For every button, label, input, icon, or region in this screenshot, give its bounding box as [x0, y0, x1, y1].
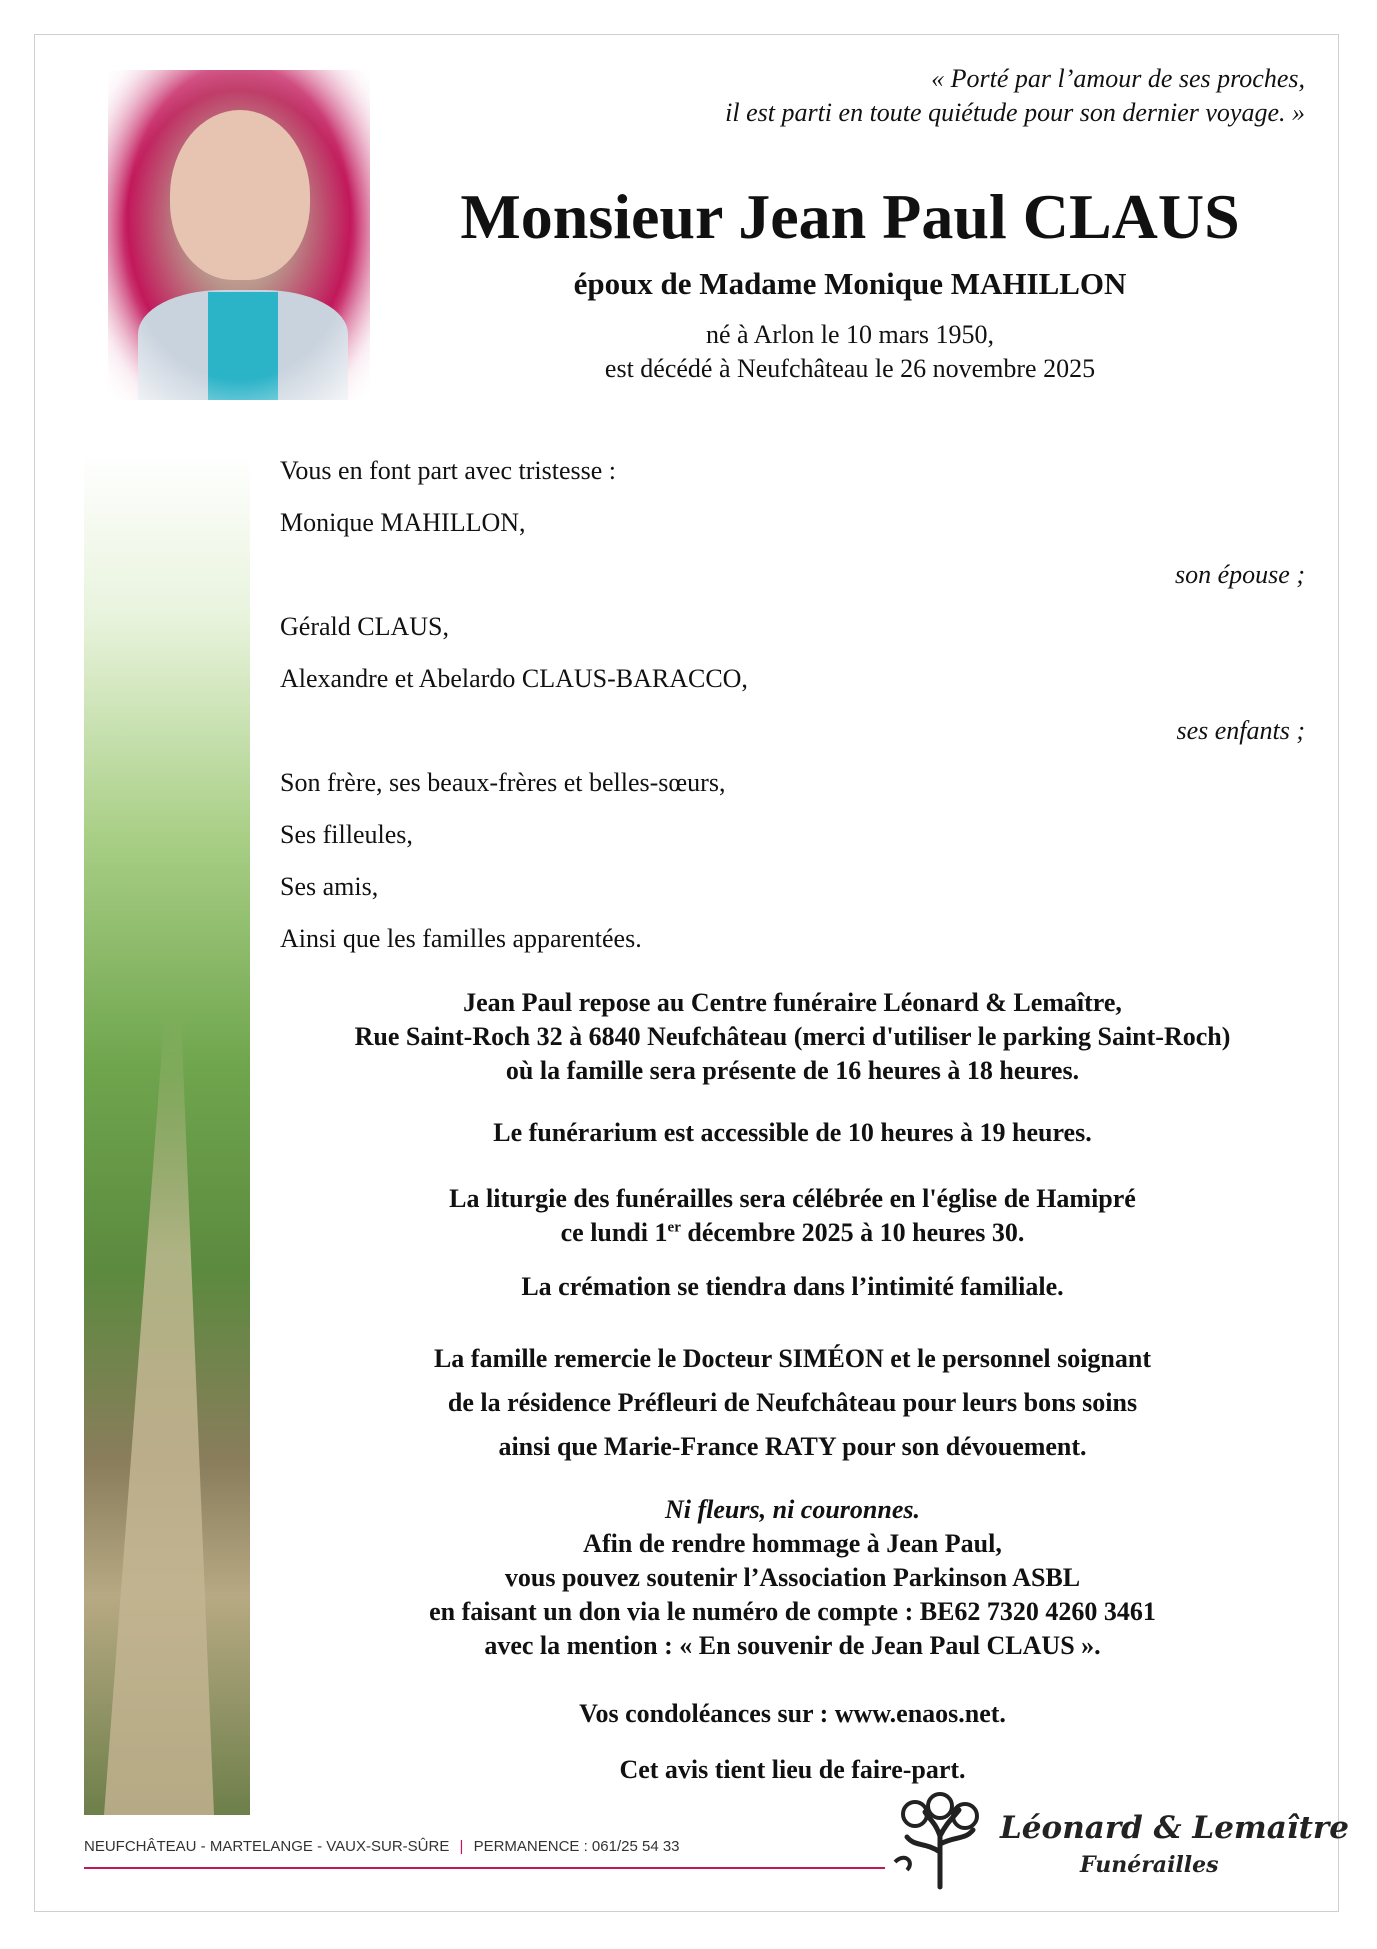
thanks-line-3: ainsi que Marie-France RATY pour son dévouement. — [498, 1432, 1087, 1461]
footer-contact — [84, 1838, 680, 1855]
portrait-photo — [108, 70, 370, 400]
liturgy-block — [280, 1182, 1305, 1250]
family-child-1: Gérald CLAUS, — [280, 612, 449, 641]
family-other-2: Ses filleules, — [280, 820, 413, 849]
brand-subtitle: Funérailles — [1080, 1852, 1219, 1878]
family-other-4: Ainsi que les familles apparentées. — [280, 924, 642, 953]
spouse-line: époux de Madame Monique MAHILLON — [573, 266, 1127, 301]
family-child-2: Alexandre et Abelardo CLAUS-BARACCO, — [280, 664, 748, 693]
portrait-face — [170, 110, 310, 280]
liturgy-line-1: La liturgie des funérailles sera célébrée en l'église de Hamipré — [449, 1184, 1136, 1213]
liturgy-line-2 — [280, 1216, 1305, 1250]
forest-path-image — [84, 455, 250, 1815]
condolences-line: Vos condoléances sur : www.enaos.net. — [579, 1699, 1006, 1728]
donation-line-1: Afin de rendre hommage à Jean Paul, — [583, 1529, 1002, 1558]
donation-block — [280, 1493, 1305, 1663]
death-line: est décédé à Neufchâteau le 26 novembre 2025 — [604, 354, 1096, 383]
visitation-block — [280, 986, 1305, 1088]
donation-line-4: avec la mention : « En souvenir de Jean Paul CLAUS ». — [484, 1631, 1101, 1660]
family-other-3: Ses amis, — [280, 872, 379, 901]
funeral-home-logo — [885, 1792, 1349, 1892]
funerarium-hours: Le funérarium est accessible de 10 heures à 19 heures. — [493, 1118, 1092, 1147]
liturgy-ordinal: er — [667, 1219, 681, 1236]
donation-line-2: vous pouvez soutenir l’Association Parkinson ASBL — [504, 1563, 1081, 1592]
life-dates — [400, 318, 1300, 386]
thanks-line-2: de la résidence Préfleuri de Neufchâteau pour leurs bons soins — [447, 1388, 1138, 1417]
notice-line: Cet avis tient lieu de faire-part. — [619, 1755, 966, 1784]
deceased-name: Monsieur Jean Paul CLAUS — [460, 181, 1240, 252]
visitation-line-1: Jean Paul repose au Centre funéraire Léonard & Lemaître, — [463, 988, 1122, 1017]
family-wife: Monique MAHILLON, — [280, 508, 526, 537]
visitation-line-3: où la famille sera présente de 16 heures à 18 heures. — [505, 1056, 1080, 1085]
portrait-shirt — [208, 292, 278, 402]
cremation-note: La crémation se tiendra dans l’intimité familiale. — [521, 1272, 1064, 1301]
thanks-line-1: La famille remercie le Docteur SIMÉON et le personnel soignant — [433, 1344, 1152, 1373]
thanks-block — [280, 1337, 1305, 1469]
family-intro: Vous en font part avec tristesse : — [280, 456, 616, 485]
no-flowers-line: Ni fleurs, ni couronnes. — [665, 1495, 920, 1524]
tree-icon — [885, 1792, 995, 1892]
forest-path — [104, 1015, 214, 1815]
brand-name: Léonard & Lemaître — [1000, 1810, 1349, 1846]
footer-permanence: PERMANENCE : 061/25 54 33 — [473, 1838, 680, 1855]
birth-line: né à Arlon le 10 mars 1950, — [705, 320, 995, 349]
family-wife-role: son épouse ; — [1175, 560, 1305, 589]
epigraph-quote — [725, 62, 1305, 130]
family-other-1: Son frère, ses beaux-frères et belles-sœurs, — [280, 768, 726, 797]
footer-locations: NEUFCHÂTEAU - MARTELANGE - VAUX-SUR-SÛRE — [84, 1838, 450, 1855]
family-children-role: ses enfants ; — [1176, 716, 1305, 745]
liturgy-date: décembre 2025 à 10 heures 30. — [680, 1218, 1025, 1247]
quote-line-1: « Porté par l’amour de ses proches, — [931, 64, 1305, 93]
visitation-line-2: Rue Saint-Roch 32 à 6840 Neufchâteau (merci d'utiliser le parking Saint-Roch) — [354, 1022, 1231, 1051]
footer-separator: | — [459, 1838, 464, 1855]
quote-line-2: il est parti en toute quiétude pour son dernier voyage. » — [725, 98, 1305, 127]
liturgy-day: ce lundi 1 — [560, 1218, 668, 1247]
donation-line-3: en faisant un don via le numéro de compte : BE62 7320 4260 3461 — [429, 1597, 1156, 1626]
